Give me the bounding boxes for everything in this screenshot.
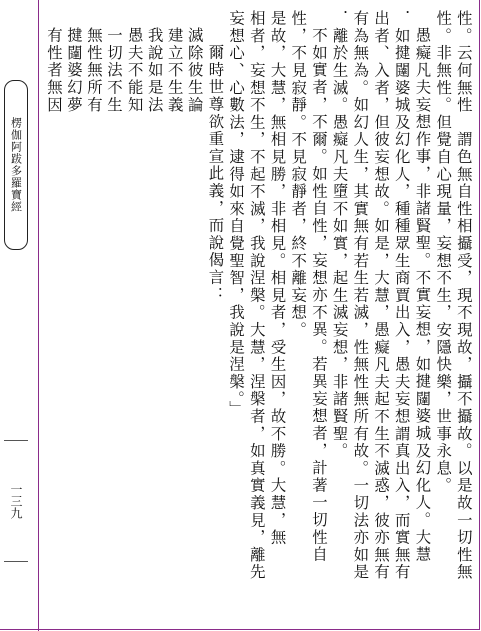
text-column-6: 有為無為。如幻人生，其實無有若生若滅，性無性無所有故。一切法亦如是 xyxy=(351,10,370,581)
text-column-2: 性。非無性。但覺自心現量，妄想不生，安隱快樂，世事永息。 xyxy=(434,10,453,495)
text-column-5: 出者、入者，但彼妄想故。如是，大慧，愚癡凡夫起不生不滅惑，彼亦無有 xyxy=(372,10,391,581)
text-column-11: 相者，妄想不生，不起不滅，我說涅槃。大慧，涅槃者，如真實義見，離先 xyxy=(247,10,266,581)
sutra-title-box xyxy=(4,80,28,250)
page-number-box xyxy=(4,440,28,562)
verse-line: 有性者無因 xyxy=(45,27,63,114)
sutra-title: 楞伽阿跋多羅寶經 xyxy=(9,117,23,213)
verse-column-2 xyxy=(44,10,124,622)
text-column-9: 性，不見寂靜。不見寂靜者，終不離妄想。 xyxy=(289,10,308,339)
text-column-4: ．如揵闥婆城及幻化人，種種眾生商賈出入，愚夫妄想謂真出入，而實無有 xyxy=(392,10,411,581)
text-column-13: 爾時世尊欲重宣此義，而說偈言： xyxy=(206,44,225,304)
verse-line: 揵闥婆幻夢 xyxy=(65,27,83,114)
verse-line: 一切法不生 xyxy=(105,27,123,114)
text-column-12: 妄想心、心數法，逮得如來自覺聖智，我說是涅槃。」 xyxy=(227,10,246,418)
margin-rule xyxy=(38,0,39,631)
verse-line: 我說如是法 xyxy=(145,27,164,114)
verse-column-1 xyxy=(125,10,205,622)
page-number: 一三九 xyxy=(9,483,23,519)
verse-line: 滅除彼生論 xyxy=(185,27,204,114)
verse-line: 建立不生義 xyxy=(165,27,184,114)
text-column-10: 是故，大慧，無相見勝，非相見。相見者，受生因，故不勝。大慧，無 xyxy=(268,10,287,547)
text-column-8: 不如實者，不爾。如性自性，妄想亦不異。若異妄想者，計著一切性自 xyxy=(309,27,328,564)
text-column-1: 性。云何無性 謂色無自性相攝受，現不現故，攝不攝故。以是故一切性無 xyxy=(454,10,473,581)
verse-line: 愚夫不能知 xyxy=(125,27,144,114)
text-body xyxy=(44,10,474,622)
text-column-3: 愚癡凡夫妄想作事，非諸賢聖。不實妄想，如揵闥婆城及幻化人。大慧 xyxy=(413,27,432,564)
verse-line: 無性無所有 xyxy=(85,27,103,114)
text-column-7: ．離於生滅。愚癡凡夫墮不如實，起生滅妄想，非諸賢聖。 xyxy=(330,10,349,460)
